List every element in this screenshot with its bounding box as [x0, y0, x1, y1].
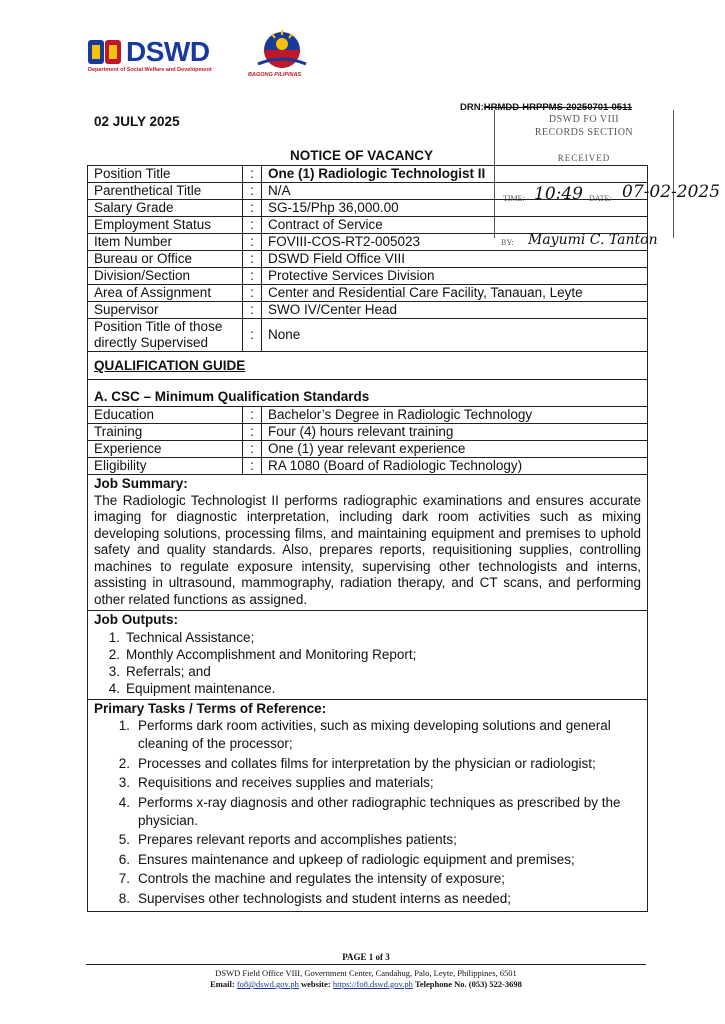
- salary-grade-row: [88, 199, 647, 216]
- list-number: 4.: [118, 794, 130, 810]
- item-number-label: Item Number: [94, 234, 173, 249]
- list-text: Ensures maintenance and upkeep of radiologic equipment and premises;: [138, 851, 575, 867]
- supervised-label: Position Title of those directly Supervised: [94, 319, 223, 350]
- csc-subtitle: A. CSC – Minimum Qualification Standards: [94, 389, 370, 404]
- stamp-signature: Mayumi C. Tanton: [528, 232, 658, 248]
- stamp-by-label: BY:: [501, 238, 514, 247]
- stamp-received: RECEIVED: [557, 153, 611, 163]
- bureau-or-office-row: [88, 250, 647, 267]
- list-number: 8.: [118, 890, 130, 906]
- page-footer: [86, 952, 646, 990]
- list-item: [94, 794, 641, 830]
- list-text: Monthly Accomplishment and Monitoring Report;: [126, 646, 417, 662]
- dswd-shield-icon: [88, 38, 124, 66]
- list-text: Referrals; and: [126, 663, 211, 679]
- colon: :: [242, 424, 262, 440]
- employment-status-row: [88, 216, 647, 233]
- email-label: Email:: [210, 979, 235, 989]
- salary-grade-value: SG-15/Php 36,000.00: [268, 200, 399, 215]
- salary-grade-label: Salary Grade: [94, 200, 174, 215]
- list-item: [94, 663, 641, 680]
- colon: :: [242, 441, 262, 457]
- list-item: [94, 717, 641, 753]
- dswd-logo: [88, 38, 238, 73]
- qs-education-value: Bachelor’s Degree in Radiologic Technology: [268, 407, 533, 422]
- primary-tasks-title: Primary Tasks / Terms of Reference:: [94, 700, 327, 716]
- bureau-or-office-value: DSWD Field Office VIII: [268, 251, 406, 266]
- drn-label: DRN:: [460, 102, 484, 113]
- list-number: 1.: [108, 629, 120, 645]
- primary-tasks: [88, 699, 647, 913]
- colon: :: [242, 166, 262, 182]
- qs-eligibility-value: RA 1080 (Board of Radiologic Technology): [268, 458, 523, 473]
- vacancy-sheet: [87, 165, 648, 912]
- qualification-section: [88, 351, 647, 379]
- division-section-value: Protective Services Division: [268, 268, 435, 283]
- supervisor-label: Supervisor: [94, 302, 159, 317]
- list-item: [94, 680, 641, 697]
- supervisor-row: [88, 301, 647, 318]
- website-link[interactable]: https://fo8.dswd.gov.ph: [332, 979, 413, 989]
- list-item: [94, 755, 641, 773]
- list-text: Performs x-ray diagnosis and other radiographic techniques as prescribed by the physician.: [138, 794, 621, 828]
- qs-education-row: [88, 406, 647, 423]
- list-text: Requisitions and receives supplies and materials;: [138, 775, 434, 790]
- supervised-value: None: [268, 327, 301, 342]
- item-number-value: FOVIII-COS-RT2-005023: [268, 234, 421, 249]
- qs-experience-row: [88, 440, 647, 457]
- job-outputs: [88, 610, 647, 699]
- list-number: 4.: [108, 680, 120, 696]
- website-label: website:: [301, 979, 331, 989]
- position-title-row: [88, 165, 647, 182]
- bureau-or-office-label: Bureau or Office: [94, 251, 193, 266]
- page-number: PAGE 1 of 3: [342, 952, 390, 962]
- list-item: [94, 629, 641, 646]
- drn-number: HRMDD-HRPPMS-20250701-0511: [483, 102, 633, 113]
- footer-address: DSWD Field Office VIII, Government Center, Candahug, Palo, Leyte, Philippines, 6501: [215, 968, 517, 978]
- division-section-row: [88, 267, 647, 284]
- colon: :: [242, 268, 262, 284]
- email-link[interactable]: fo8@dswd.gov.ph: [236, 979, 299, 989]
- qs-eligibility-row: [88, 457, 647, 474]
- position-title-value: One (1) Radiologic Technologist II: [268, 166, 486, 181]
- area-of-assignment-row: [88, 284, 647, 301]
- job-summary-title: Job Summary:: [94, 476, 188, 491]
- list-number: 5.: [118, 832, 130, 847]
- job-summary: [88, 474, 647, 610]
- supervised-row: [88, 318, 647, 351]
- stamp-time-label: TIME:: [503, 194, 525, 203]
- stamp-office: DSWD FO VIII: [548, 114, 620, 125]
- qs-eligibility-label: Eligibility: [94, 458, 147, 473]
- parenthetical-title-value: N/A: [268, 183, 291, 198]
- list-text: Technical Assistance;: [126, 629, 255, 645]
- list-number: 3.: [118, 775, 130, 790]
- qs-training-label: Training: [94, 424, 143, 439]
- list-text: Performs dark room activities, such as mixing developing solutions and general cleaning of the processor;: [138, 718, 611, 751]
- colon: :: [242, 302, 262, 318]
- job-outputs-title: Job Outputs:: [94, 612, 178, 627]
- qs-training-row: [88, 423, 647, 440]
- list-number: 7.: [118, 871, 130, 886]
- list-text: Prepares relevant reports and accomplishes patients;: [138, 832, 457, 847]
- list-item: [94, 890, 641, 908]
- colon: :: [242, 285, 262, 301]
- list-item: [94, 774, 641, 792]
- stamp-section: RECORDS SECTION: [534, 127, 634, 138]
- footer-contact: [86, 979, 646, 990]
- list-item: [94, 831, 641, 849]
- bagong-pilipinas-label: BAGONG PILIPINAS: [248, 72, 302, 78]
- list-number: 1.: [118, 718, 130, 733]
- list-number: 3.: [108, 663, 120, 679]
- colon: :: [242, 217, 262, 233]
- qs-experience-value: One (1) year relevant experience: [268, 441, 466, 456]
- logo-subtitle: Department of Social Welfare and Development: [88, 67, 212, 73]
- list-number: 2.: [118, 755, 130, 771]
- qs-training-value: Four (4) hours relevant training: [268, 424, 454, 439]
- qs-education-label: Education: [94, 407, 155, 422]
- notice-title: NOTICE OF VACANCY: [290, 148, 434, 163]
- phone-number: Telephone No. (053) 522-3698: [414, 979, 522, 989]
- employment-status-label: Employment Status: [94, 217, 212, 232]
- logo-text: DSWD: [126, 36, 210, 67]
- area-of-assignment-value: Center and Residential Care Facility, Tanauan, Leyte: [268, 285, 583, 300]
- division-section-label: Division/Section: [94, 268, 191, 283]
- parenthetical-title-row: [88, 182, 647, 199]
- colon: :: [242, 251, 262, 267]
- colon: :: [242, 200, 262, 216]
- colon: :: [242, 458, 262, 474]
- colon: :: [242, 319, 262, 351]
- employment-status-value: Contract of Service: [268, 217, 383, 232]
- stamp-time-value: 10:49: [534, 184, 583, 204]
- parenthetical-title-label: Parenthetical Title: [94, 183, 202, 198]
- list-item: [94, 851, 641, 869]
- qs-experience-label: Experience: [94, 441, 162, 456]
- list-text: Equipment maintenance.: [126, 680, 276, 696]
- stamp-date-label: DATE:: [589, 194, 612, 203]
- list-item: [94, 870, 641, 888]
- list-item: [94, 646, 641, 663]
- qualification-title: QUALIFICATION GUIDE: [94, 358, 246, 373]
- position-table: [87, 165, 648, 912]
- footer-divider: [86, 964, 646, 965]
- colon: :: [242, 407, 262, 423]
- list-text: Controls the machine and regulates the intensity of exposure;: [138, 871, 505, 886]
- area-of-assignment-label: Area of Assignment: [94, 285, 212, 300]
- stamp-date-value: 07-02-2025: [622, 182, 721, 202]
- notice-date: 02 JULY 2025: [94, 114, 180, 129]
- job-summary-text: The Radiologic Technologist II performs radiographic examinations and ensures accurate imaging for diagnostic interpretation, including dark room activities such as mixing developing solutions, processing films, and maintaining equipment and premises to uphold safety and quality standards. Also, prepares reports, requisitioning supplies, controlling machines to regulate exposure intensity, supervising other technologists and interns, assisting in ultrasound, mammography, radiation therapy, and CT scans, and performing other related functions as assigned.: [94, 492, 641, 607]
- job-outputs-list: [94, 629, 641, 697]
- list-text: Supervises other technologists and student interns as needed;: [138, 890, 511, 906]
- list-number: 6.: [118, 851, 130, 867]
- position-title-label: Position Title: [94, 166, 171, 181]
- csc-subsection: [88, 379, 647, 406]
- primary-tasks-list: [94, 717, 641, 908]
- supervisor-value: SWO IV/Center Head: [268, 302, 398, 317]
- list-text: Processes and collates films for interpretation by the physician or radiologist;: [138, 755, 596, 771]
- colon: :: [242, 234, 262, 250]
- colon: :: [242, 183, 262, 199]
- list-number: 2.: [108, 646, 120, 662]
- item-number-row: [88, 233, 647, 250]
